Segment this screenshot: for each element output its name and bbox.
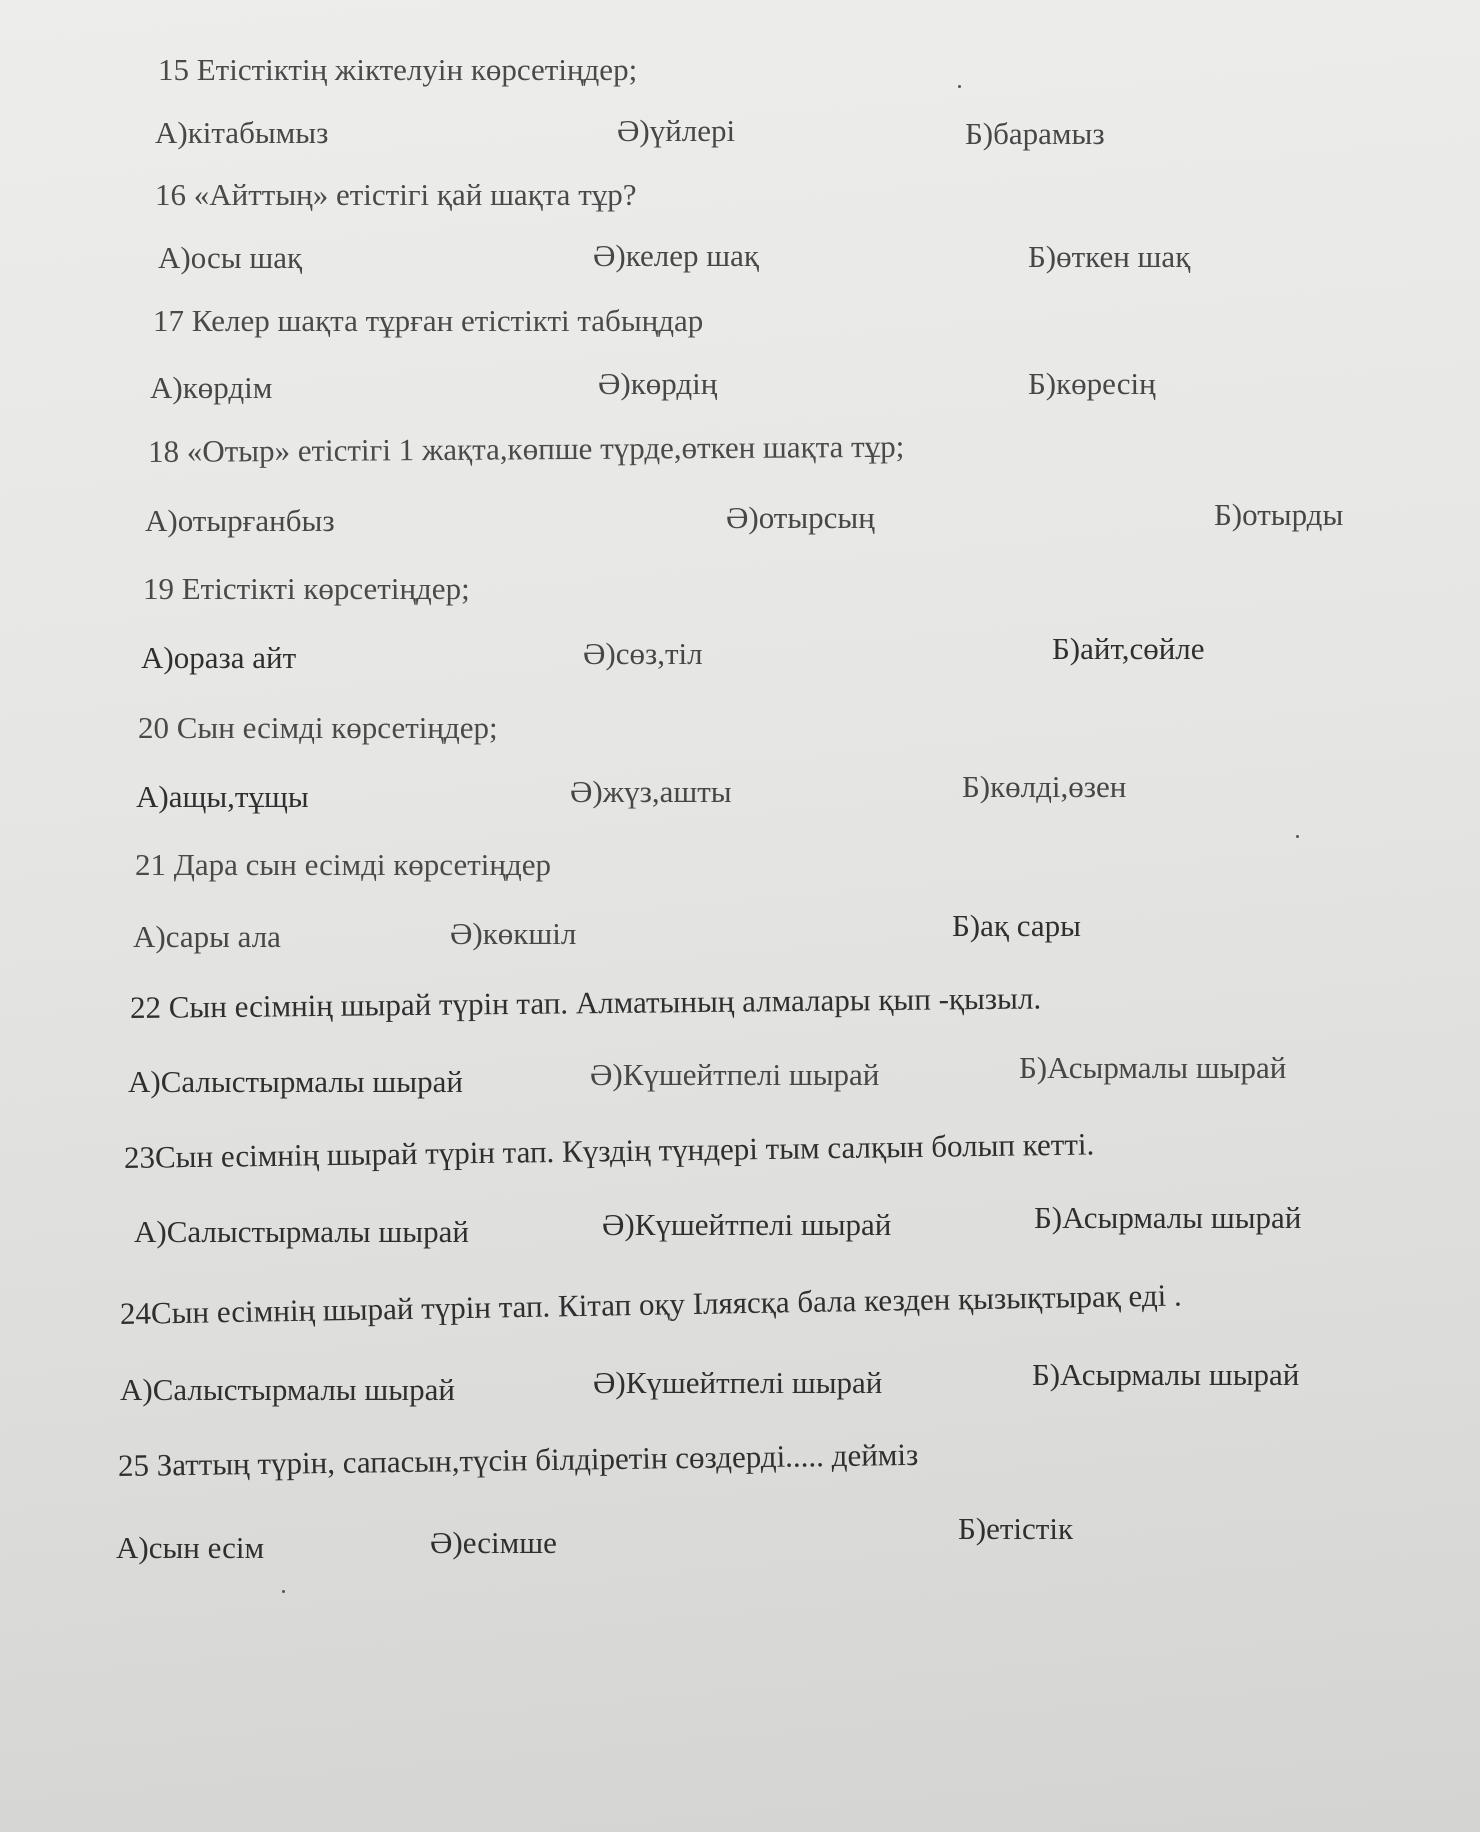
q20-option-b: Ә)жүз,ашты bbox=[570, 774, 732, 809]
paper-speck bbox=[1296, 835, 1299, 838]
q22-option-c: Б)Асырмалы шырай bbox=[1019, 1050, 1287, 1085]
q17-option-b: Ә)көрдің bbox=[598, 366, 718, 401]
q17-option-a: А)көрдім bbox=[150, 370, 273, 405]
paper-speck bbox=[282, 1590, 285, 1593]
q20-option-c: Б)көлді,өзен bbox=[962, 769, 1127, 804]
q25-option-b: Ә)есімше bbox=[430, 1525, 557, 1560]
q22-option-a: А)Салыстырмалы шырай bbox=[128, 1064, 463, 1099]
question-21: 21 Дара сын есімді көрсетіңдер bbox=[135, 847, 551, 882]
question-15: 15 Етістіктің жіктелуін көрсетіңдер; bbox=[158, 52, 638, 87]
q22-option-b: Ә)Күшейтпелі шырай bbox=[590, 1057, 880, 1092]
q16-option-b: Ә)келер шақ bbox=[593, 238, 759, 273]
question-17: 17 Келер шақта тұрған етістікті табыңдар bbox=[153, 303, 704, 338]
q23-option-c: Б)Асырмалы шырай bbox=[1034, 1200, 1302, 1235]
q18-option-c: Б)отырды bbox=[1214, 497, 1344, 532]
question-19: 19 Етістікті көрсетіңдер; bbox=[143, 571, 470, 606]
q24-option-b: Ә)Күшейтпелі шырай bbox=[593, 1365, 883, 1400]
question-25: 25 Заттың түрін, сапасын,түсін білдіретін сөздерді..... дейміз bbox=[117, 1436, 919, 1483]
q19-option-c: Б)айт,сөйле bbox=[1052, 631, 1205, 666]
q24-option-c: Б)Асырмалы шырай bbox=[1032, 1357, 1300, 1392]
q16-option-c: Б)өткен шақ bbox=[1028, 239, 1191, 274]
q23-option-b: Ә)Күшейтпелі шырай bbox=[602, 1207, 892, 1242]
q21-option-b: Ә)көкшіл bbox=[450, 916, 577, 951]
q18-option-a: А)отырғанбыз bbox=[145, 503, 335, 538]
question-23: 23Сын есімнің шырай түрін тап. Күздің түндері тым салқын болып кетті. bbox=[123, 1126, 1095, 1175]
q20-option-a: А)ащы,тұщы bbox=[136, 779, 309, 814]
q21-option-c: Б)ақ сары bbox=[952, 908, 1081, 943]
paper-speck bbox=[958, 85, 961, 88]
question-22: 22 Сын есімнің шырай түрін тап. Алматының алмалары қып -қызыл. bbox=[129, 980, 1042, 1025]
question-16: 16 «Айттың» етістігі қай шақта тұр? bbox=[155, 177, 637, 212]
question-24: 24Сын есімнің шырай түрін тап. Кітап оқу Іляясқа бала кезден қызықтырақ еді . bbox=[119, 1277, 1183, 1331]
q16-option-a: А)осы шақ bbox=[158, 240, 303, 275]
question-18: 18 «Отыр» етістігі 1 жақта,көпше түрде,өткен шақта тұр; bbox=[147, 428, 905, 469]
q17-option-c: Б)көресің bbox=[1028, 366, 1156, 401]
q15-option-c: Б)барамыз bbox=[965, 116, 1105, 151]
q15-option-b: Ә)үйлері bbox=[617, 113, 736, 148]
q15-option-a: А)кітабымыз bbox=[155, 115, 329, 150]
q18-option-b: Ә)отырсың bbox=[726, 500, 875, 535]
q24-option-a: А)Салыстырмалы шырай bbox=[120, 1372, 455, 1407]
q21-option-a: А)сары ала bbox=[133, 919, 281, 954]
q23-option-a: А)Салыстырмалы шырай bbox=[134, 1214, 469, 1249]
question-20: 20 Сын есімді көрсетіңдер; bbox=[138, 710, 498, 745]
q25-option-a: А)сын есім bbox=[116, 1530, 265, 1565]
q25-option-c: Б)етістік bbox=[958, 1511, 1074, 1546]
q19-option-a: А)ораза айт bbox=[141, 640, 297, 675]
q19-option-b: Ә)сөз,тіл bbox=[583, 636, 703, 671]
